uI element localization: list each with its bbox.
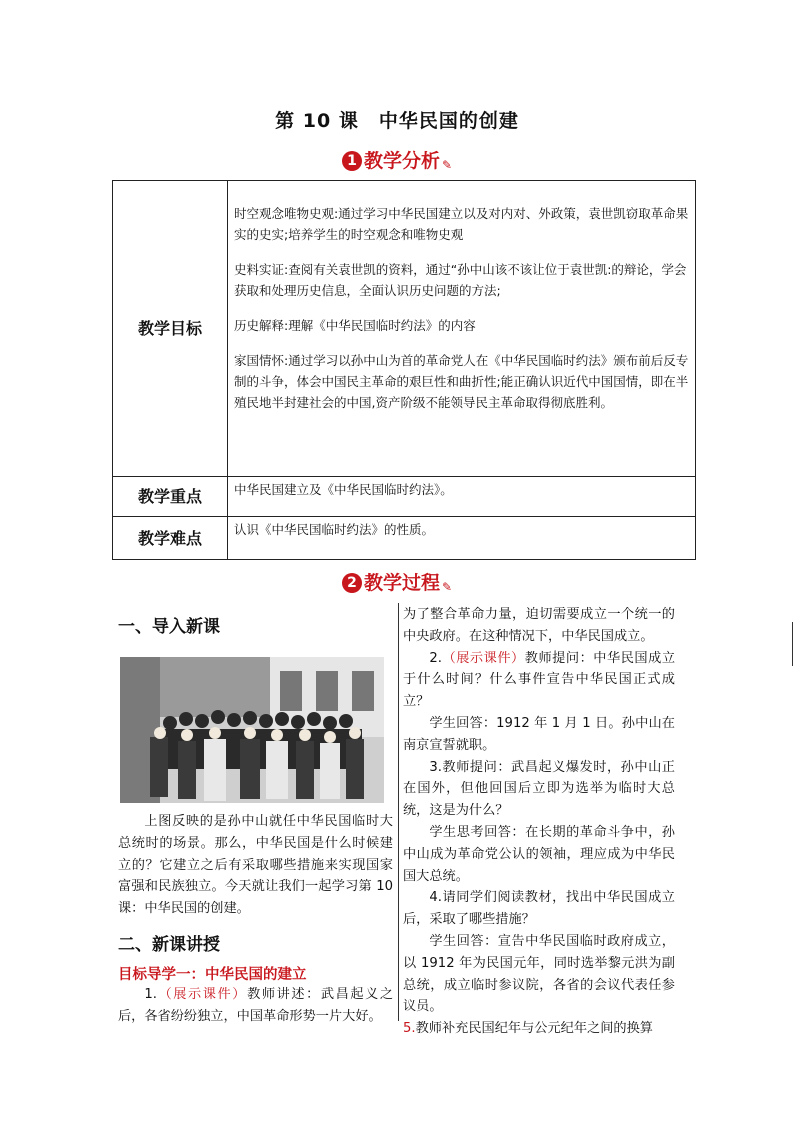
goal-item-patriotism: 家国情怀:通过学习以孙中山为首的革命党人在《中华民国临时约法》颁布前后反专制的斗争，体会中国民主革命的艰巨性和曲折性;能正确认识近代中国国情，即在半殖民地半封建社会的中国,资产阶级不能领导民主革命取得彻底胜利。 bbox=[234, 353, 689, 410]
pen-mark-icon: ✎ bbox=[441, 158, 453, 172]
section-label: 教学过程 bbox=[363, 572, 440, 594]
student-answer-2: 学生思考回答：在长期的革命斗争中，孙中山成为革命党公认的领袖，理应成为中华民国大总统。 bbox=[403, 824, 675, 884]
step-number: 2. bbox=[429, 650, 442, 666]
column-divider bbox=[398, 603, 399, 1021]
intro-heading: 一、导入新课 bbox=[118, 617, 220, 637]
focus-label: 教学重点 bbox=[113, 477, 228, 517]
focus-text: 中华民国建立及《中华民国临时约法》。 bbox=[228, 477, 696, 517]
step-1-paragraph bbox=[118, 984, 393, 1028]
margin-line bbox=[792, 622, 793, 666]
section-number-badge: 1 bbox=[342, 151, 362, 171]
goal-item-spacetime: 时空观念唯物史观:通过学习中华民国建立以及对内对、外政策，袁世凯窃取革命果实的史实;培养学生的时空观念和唯物史观 bbox=[234, 206, 689, 242]
step-5-paragraph bbox=[403, 1018, 675, 1040]
student-answer-3: 学生回答：宣告中华民国临时政府成立，以 1912 年为民国元年，同时选举黎元洪为副总统，成立临时参议院，各省的会议代表任参议员。 bbox=[403, 933, 675, 1015]
difficulty-text: 认识《中华民国临时约法》的性质。 bbox=[228, 517, 696, 560]
goal-content bbox=[228, 181, 696, 477]
group-photo-image bbox=[120, 657, 384, 803]
inauguration-photo bbox=[120, 657, 384, 803]
difficulty-label: 教学难点 bbox=[113, 517, 228, 560]
continued-paragraph: 为了整合革命力量，迫切需要成立一个统一的中央政府。在这种情况下，中华民国成立。 bbox=[403, 607, 675, 644]
right-column bbox=[403, 604, 675, 1040]
student-answer-1: 学生回答：1912 年 1 月 1 日。孙中山在南京宣誓就职。 bbox=[403, 715, 675, 753]
step-3-paragraph: 3.教师提问：武昌起义爆发时，孙中山正在国外，但他回国后立即为选举为临时大总统，这是为什么？ bbox=[403, 759, 675, 819]
step-4-paragraph: 4.请同学们阅读教材，找出中华民国成立后，采取了哪些措施？ bbox=[403, 890, 675, 928]
pen-mark-icon: ✎ bbox=[441, 580, 453, 594]
section-heading-analysis bbox=[0, 146, 794, 173]
step-text: 教师讲述：武昌起义之后，各省纷纷独立，中国革命形势一片大好。 bbox=[118, 986, 394, 1024]
step-text: 教师提问：中华民国成立于什么时间？什么事件宣告中华民国正式成立？ bbox=[403, 650, 676, 710]
show-courseware-tag: （展示课件） bbox=[156, 986, 248, 1002]
step-number: 5. bbox=[403, 1021, 416, 1037]
left-column bbox=[118, 604, 393, 1028]
step-2-paragraph bbox=[403, 648, 675, 713]
new-lesson-heading: 二、新课讲授 bbox=[118, 934, 220, 955]
show-courseware-tag: （展示课件） bbox=[441, 650, 525, 666]
goal-item-evidence: 史料实证:查阅有关袁世凯的资料，通过“孙中山该不该让位于袁世凯:的辩论，学会获取和处理历史信息，全面认识历史问题的方法; bbox=[234, 262, 687, 298]
teaching-analysis-table bbox=[112, 180, 696, 560]
section-label: 教学分析 bbox=[363, 150, 440, 172]
goal-label: 教学目标 bbox=[113, 181, 228, 477]
step-text: 教师补充民国纪年与公元纪年之间的换算 bbox=[415, 1021, 653, 1037]
goal-guide-heading: 目标导学一：中华民国的建立 bbox=[118, 966, 307, 983]
step-number: 1. bbox=[144, 986, 157, 1002]
page-title: 第 10 课 中华民国的创建 bbox=[275, 110, 519, 132]
section-number-badge: 2 bbox=[342, 573, 362, 593]
intro-paragraph: 上图反映的是孙中山就任中华民国临时大总统时的场景。那么，中华民国是什么时候建立的？它建立之后有采取哪些措施来实现国家富强和民族独立。今天就让我们一起学习第 10 课：中华民国的创建。 bbox=[118, 814, 393, 917]
goal-item-interpretation: 历史解释:理解《中华民国临时约法》的内容 bbox=[234, 318, 476, 333]
section-heading-process bbox=[0, 568, 794, 595]
